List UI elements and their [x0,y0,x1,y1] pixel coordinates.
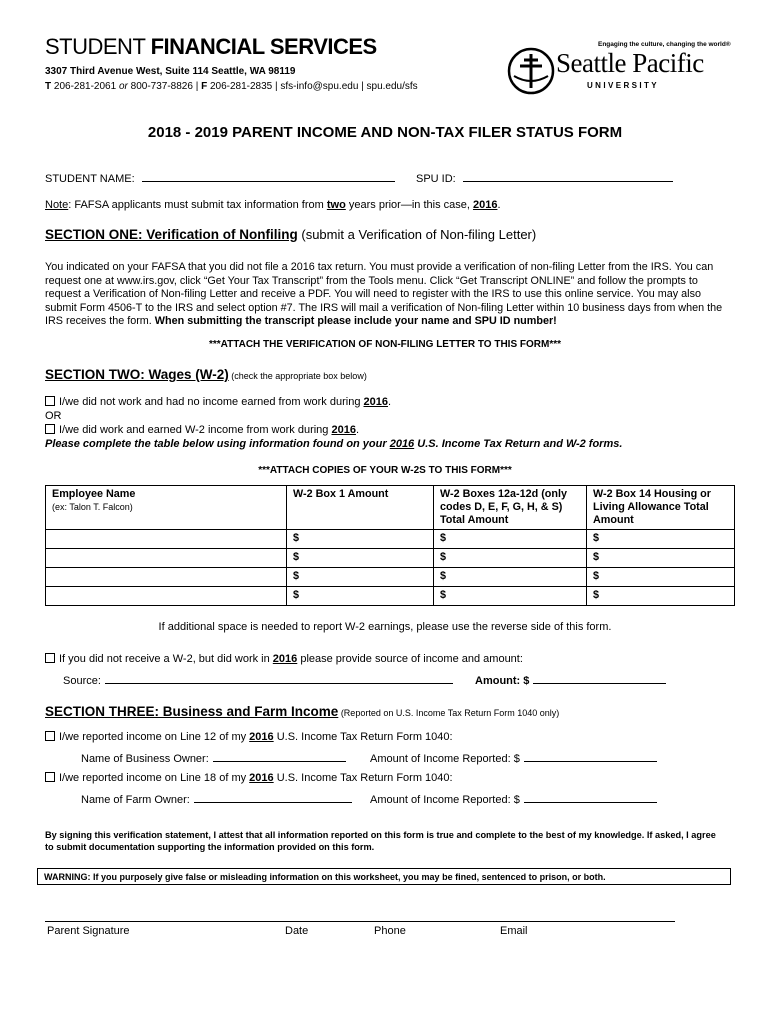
table-row [46,530,735,549]
employee-name-cell[interactable] [46,530,287,549]
box12-cell[interactable]: $ [434,530,587,549]
no-work-checkbox[interactable] [45,396,55,406]
email-label: Email [500,925,528,937]
note: Note: FAFSA applicants must submit tax information from two years prior—in this case, 2016. [45,199,501,211]
signature-line[interactable] [45,921,675,922]
line12-checkbox[interactable] [45,731,55,741]
source-amount-row: Amount: $ [475,675,666,687]
line18-option: I/we reported income on Line 18 of my 2016 U.S. Income Tax Return Form 1040: [45,772,453,784]
no-w2-option: If you did not receive a W-2, but did work in 2016 please provide source of income and amount: [45,653,523,665]
business-owner-row: Name of Business Owner: [81,753,346,765]
box14-cell[interactable]: $ [587,587,735,606]
did-work-checkbox[interactable] [45,424,55,434]
section-two-heading: SECTION TWO: Wages (W-2) (check the appropriate box below) [45,367,367,382]
university-logo-icon [506,46,556,96]
box12-cell[interactable]: $ [434,568,587,587]
option-did-work: I/we did work and earned W-2 income from work during 2016. [45,424,359,436]
parent-signature-label: Parent Signature [47,925,130,937]
section-one-paragraph: You indicated on your FAFSA that you did not file a 2016 tax return. You must provide a verification of non-filing Letter from the IRS. You can request one at www.irs.gov, click “Get Your Tax Transcript” from the Tools menu. Click “Get Transcript ONLINE” and follow the prompts to request a Verification of Non-filing Letter and receive a PDF. You will need to register with the IRS to use this online service. You may also submit Form 4506-T to the IRS and select option #7. The IRS will mail a verification of Non-filing Letter within 10 business days from when the IRS receives the form. When submitting the transcript please include your name and SPU ID number! [45,261,723,328]
option-no-work: I/we did not work and had no income earned from work during 2016. [45,396,391,408]
line12-option: I/we reported income on Line 12 of my 2016 U.S. Income Tax Return Form 1040: [45,731,453,743]
source-row: Source: [63,675,453,687]
no-w2-checkbox[interactable] [45,653,55,663]
student-name-field[interactable] [142,180,395,182]
employee-name-cell[interactable] [46,568,287,587]
employee-name-cell[interactable] [46,549,287,568]
section-two-attach: ***ATTACH COPIES OF YOUR W-2S TO THIS FORM*** [258,465,512,476]
table-header-row [46,486,735,530]
col-box1: W-2 Box 1 Amount [287,486,434,530]
box1-cell[interactable]: $ [287,587,434,606]
section-one-heading: SECTION ONE: Verification of Nonfiling (submit a Verification of Non-filing Letter) [45,227,537,242]
box12-cell[interactable]: $ [434,587,587,606]
table-row [46,549,735,568]
form-title: 2018 - 2019 PARENT INCOME AND NON-TAX FILER STATUS FORM [147,124,623,141]
box1-cell[interactable]: $ [287,568,434,587]
warning-box: WARNING: If you purposely give false or misleading information on this worksheet, you may be fined, sentenced to prison, or both. [37,868,731,885]
spu-id-row: SPU ID: [416,173,673,185]
additional-space-note: If additional space is needed to report W-2 earnings, please use the reverse side of this form. [158,621,612,633]
office-address: 3307 Third Avenue West, Suite 114 Seattle, WA 98119 [45,66,296,77]
table-instructions: Please complete the table below using information found on your 2016 U.S. Income Tax Return and W-2 forms. [45,438,623,450]
section-one-attach: ***ATTACH THE VERIFICATION OF NON-FILING LETTER TO THIS FORM*** [208,339,562,350]
box14-cell[interactable]: $ [587,530,735,549]
farm-owner-row: Name of Farm Owner: [81,794,352,806]
source-field[interactable] [105,682,453,684]
date-label: Date [285,925,309,937]
w2-table [45,485,735,606]
box1-cell[interactable]: $ [287,530,434,549]
box14-cell[interactable]: $ [587,549,735,568]
or-label: OR [45,410,62,422]
farm-owner-field[interactable] [194,801,352,803]
business-amount-field[interactable] [524,760,657,762]
office-contact: T 206-281-2061 or 800-737-8826 | F 206-281-2835 | sfs-info@spu.edu | spu.edu/sfs [45,81,418,92]
section-three-heading: SECTION THREE: Business and Farm Income (Reported on U.S. Income Tax Return Form 1040 only) [45,704,560,719]
col-employee-name: Employee Name (ex: Talon T. Falcon) [46,486,287,530]
farm-amount-field[interactable] [524,801,657,803]
col-box14: W-2 Box 14 Housing or Living Allowance Total Amount [587,486,735,530]
line18-checkbox[interactable] [45,772,55,782]
box1-cell[interactable]: $ [287,549,434,568]
col-box12: W-2 Boxes 12a-12d (only codes D, E, F, G, H, & S) Total Amount [434,486,587,530]
business-owner-field[interactable] [213,760,346,762]
office-title: STUDENT FINANCIAL SERVICES [45,34,377,59]
employee-name-cell[interactable] [46,587,287,606]
student-name-row: STUDENT NAME: [45,173,395,185]
box12-cell[interactable]: $ [434,549,587,568]
university-name: Seattle Pacific [556,48,704,78]
university-tagline: Engaging the culture, changing the world® [598,41,731,48]
phone-label: Phone [374,925,406,937]
university-subtitle: UNIVERSITY [587,81,660,90]
box14-cell[interactable]: $ [587,568,735,587]
spu-id-field[interactable] [463,180,673,182]
attestation: By signing this verification statement, I attest that all information reported on this form is true and complete to the best of my knowledge. If asked, I agree to submit documentation supporting the information provided on this form. [45,830,716,852]
table-row [46,568,735,587]
farm-amount-row: Amount of Income Reported: $ [370,794,657,806]
table-row [46,587,735,606]
business-amount-row: Amount of Income Reported: $ [370,753,657,765]
source-amount-field[interactable] [533,682,666,684]
